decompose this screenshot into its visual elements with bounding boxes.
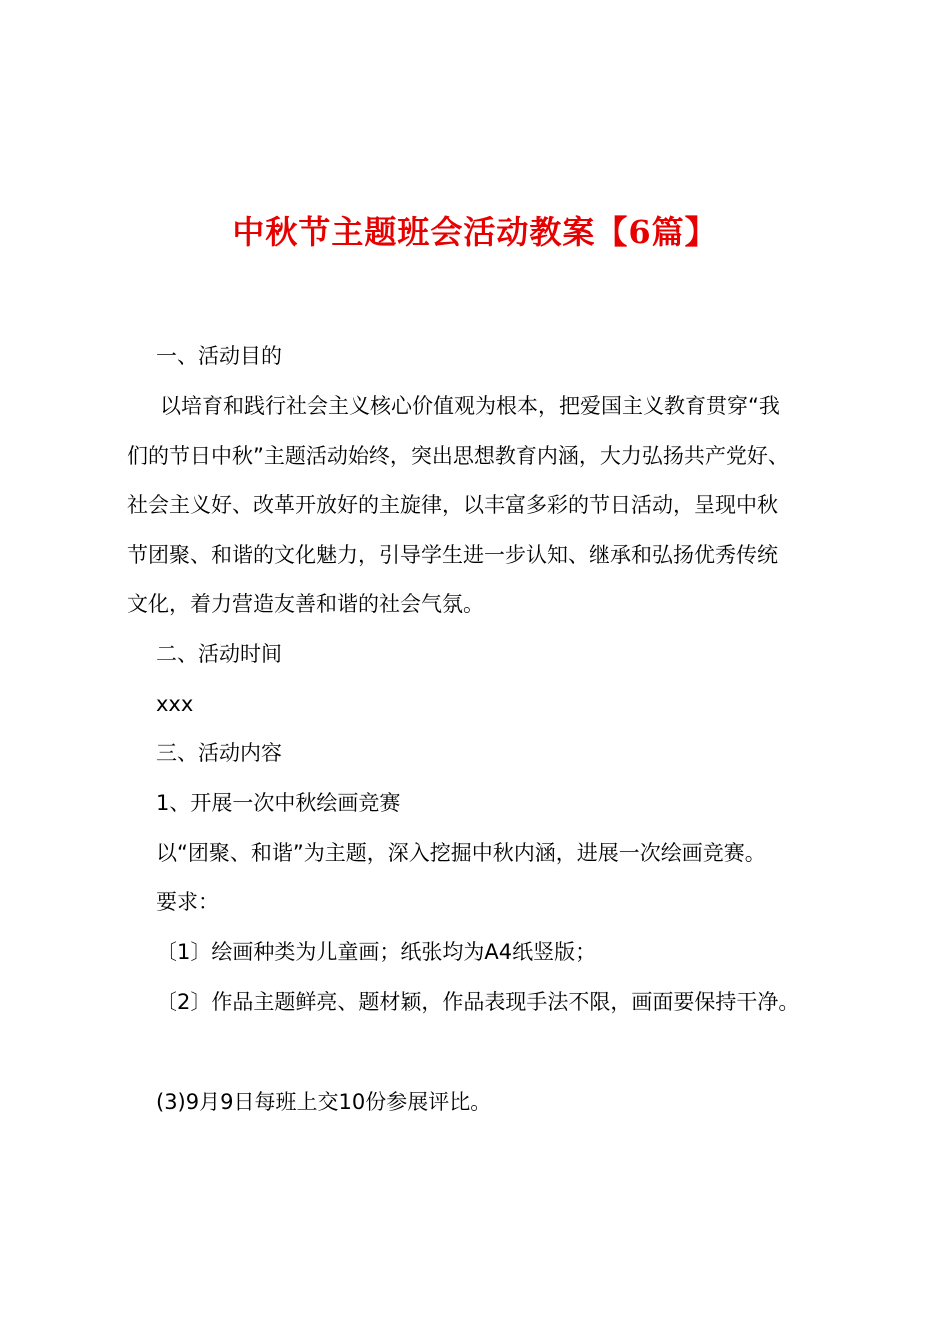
section-heading-purpose: 一、活动目的 bbox=[156, 344, 282, 368]
requirement-item: 〔2〕作品主题鲜亮、题材颖，作品表现手法不限，画面要保持干净。 bbox=[156, 990, 800, 1014]
paragraph-line: 社会主义好、改革开放好的主旋律，以丰富多彩的节日活动，呈现中秋 bbox=[127, 493, 778, 517]
requirement-item: (3)9月9日每班上交10份参展评比。 bbox=[156, 1090, 492, 1114]
paragraph-line: 以“团聚、和谐”为主题，深入挖掘中秋内涵，进展一次绘画竞赛。 bbox=[156, 841, 766, 865]
section-heading-content: 三、活动内容 bbox=[156, 741, 282, 765]
paragraph-line: 文化，着力营造友善和谐的社会气氛。 bbox=[127, 592, 484, 616]
subsection-heading: 1、开展一次中秋绘画竞赛 bbox=[156, 791, 401, 815]
paragraph-line: 以培育和践行社会主义核心价值观为根本，把爱国主义教育贯穿“我 bbox=[160, 394, 780, 418]
requirement-item: 〔1〕绘画种类为儿童画；纸张均为A4纸竖版； bbox=[156, 940, 597, 964]
document-title: 中秋节主题班会活动教案【6篇】 bbox=[232, 213, 718, 251]
paragraph-line: 节团聚、和谐的文化魅力，引导学生进一步认知、继承和弘扬优秀传统 bbox=[127, 543, 778, 567]
time-value: xxx bbox=[156, 692, 194, 716]
paragraph-line: 们的节日中秋”主题活动始终，突出思想教育内涵，大力弘扬共产党好、 bbox=[127, 444, 789, 468]
requirements-label: 要求： bbox=[156, 890, 219, 914]
section-heading-time: 二、活动时间 bbox=[156, 642, 282, 666]
